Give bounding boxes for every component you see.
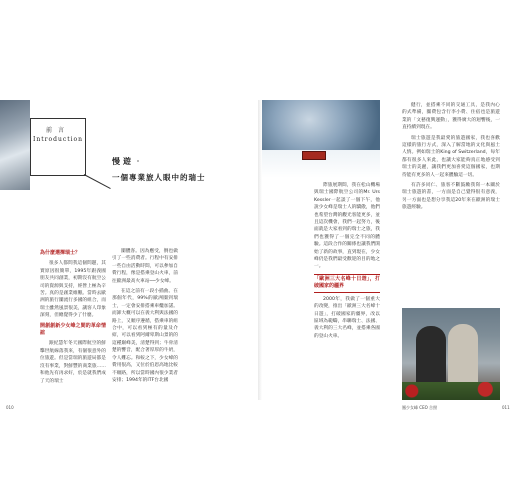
paragraph: 跟紀慧年冬天國際航空的鮮擊世航線落我來，有個很意外的位旅遊。但是當瑞的旅遊局都是沒有事業，對鮮豐的商業旅……和他先有再求好，於是就我們成了天的瑞士 [40, 341, 106, 384]
headline-sub: 一個專業旅人眼中的瑞士 [112, 173, 206, 182]
ceo-photo [402, 308, 500, 400]
paragraph: 健行，並搭乘不同的交通工具，是我內心的式準備，團費包含行李小費、住宿也是旅遊業的「文藝復興運動」，獲得廣大的迴響後，一直持續到現在。 [402, 103, 500, 131]
paragraph: 很多人都問我這個問題，其實原因很簡單，1995年跟義國朋友共同創業，初期沒有航空公司的資源與支持，經營上極為辛苦。真的是創業維艱。當時去歐洲的旅行團流行多國的組合，而瑞士雖然風景很美，讓客人印象深刻，但總覺得少了什麼。 [40, 261, 106, 319]
left-page [0, 100, 258, 410]
intro-kanji: 前言 [45, 127, 70, 134]
headline-main: 慢遊‧ [112, 156, 145, 166]
intro-title-box [30, 118, 86, 176]
left-column-2 [112, 248, 178, 387]
mountain-train-photo [262, 100, 380, 178]
flower-box [402, 382, 500, 400]
decorative-line [84, 174, 111, 189]
paragraph: 瑞士旅遊是我最愛的旅遊國家，我也喜歡這樣的旅行方式，深入了解當地的文化與風土人情。例如瑞士的King of Switzerland，每年都有很多人來此，也讓大家能夠真正地感受到瑞士的美麗，讓我們更加喜愛這個國家，也期待能有更多的人一起來體驗這一切。 [402, 135, 500, 178]
section-heading-why-switzerland: 為什麼選擇瑞士？ [40, 250, 81, 256]
page-number-right: 011 [502, 405, 510, 410]
section-heading-jungfrau: 開創創新少女峰之間的革命情誼 [40, 322, 106, 337]
paragraph: 2000年，我做了一個重大的改變，推出「歐洲三大名峰十日遊」，打破國家的疆界，改以區域為範疇，串聯瑞士、法國、義大利的三大名峰，並搭乘各國的登山火車。 [314, 296, 380, 339]
paragraph: 有許多同仁、旅客不斷鼓勵我寫一本關於瑞士旅遊的書，一方面是自己覺得很有意義，另一方面也是想分享我這20年來在歐洲的瑞士旅遊經驗。 [402, 183, 500, 211]
page-number-left: 010 [6, 405, 14, 410]
right-page [262, 100, 520, 410]
right-column-1 [314, 182, 380, 343]
red-train [302, 151, 326, 160]
section-heading-three-peaks: 「歐洲三大名峰十日遊」，打破國家的疆界 [314, 274, 380, 293]
mountain-photo-strip [0, 100, 30, 190]
intro-english: Introduction [33, 136, 83, 143]
paragraph: 團體客。因為應受，倒也做引了一些消費者。行程中有安排一些自由活動時間，可以參加自費行程，像是搭乘登山火車，前往歐洲最高火車站──少女峰。 [112, 249, 178, 284]
right-column-2 [402, 102, 500, 215]
left-column-1 [40, 248, 106, 388]
photo-caption: 鳳少女峰 CEO 合照 [402, 405, 438, 410]
paragraph: 在這之前有一段小插曲。在那個年代，99%的歐洲團到瑞士，一定會安排搭乘車纜加諾。而卸大概可以在義大利與法國的路上，又順序遵循，搭乘車的組合中，可以看到極有的量及介紹，可以看到阿爾卑斯山景的的這種巔峰美，清楚得到；牛骨清楚的響音，配合著厚厚的牛奶，令人難忘。和較之下，少女峰的費用很高，又位於伯恩高地比較不順路，所以當時國內很少業者安排；1994年的ITF台北國 [112, 289, 178, 383]
paragraph: 際旅展期間，我在松山機場與瑞士國際航空公司的Mr. Urs Kessler一起談了一個下午，他說少女峰是瑞士人的驕傲，他們也希望台灣的觀光客能更多，並且這次機會，我們一起努力，後面就是大家看到的瑞士之旅，我們也獲得了一個完全不同的體驗。這段合作的關係也讓我們開始了新的故事，直到現在，少女峰仍是我們最受歡迎的目的地之一。 [314, 183, 380, 270]
